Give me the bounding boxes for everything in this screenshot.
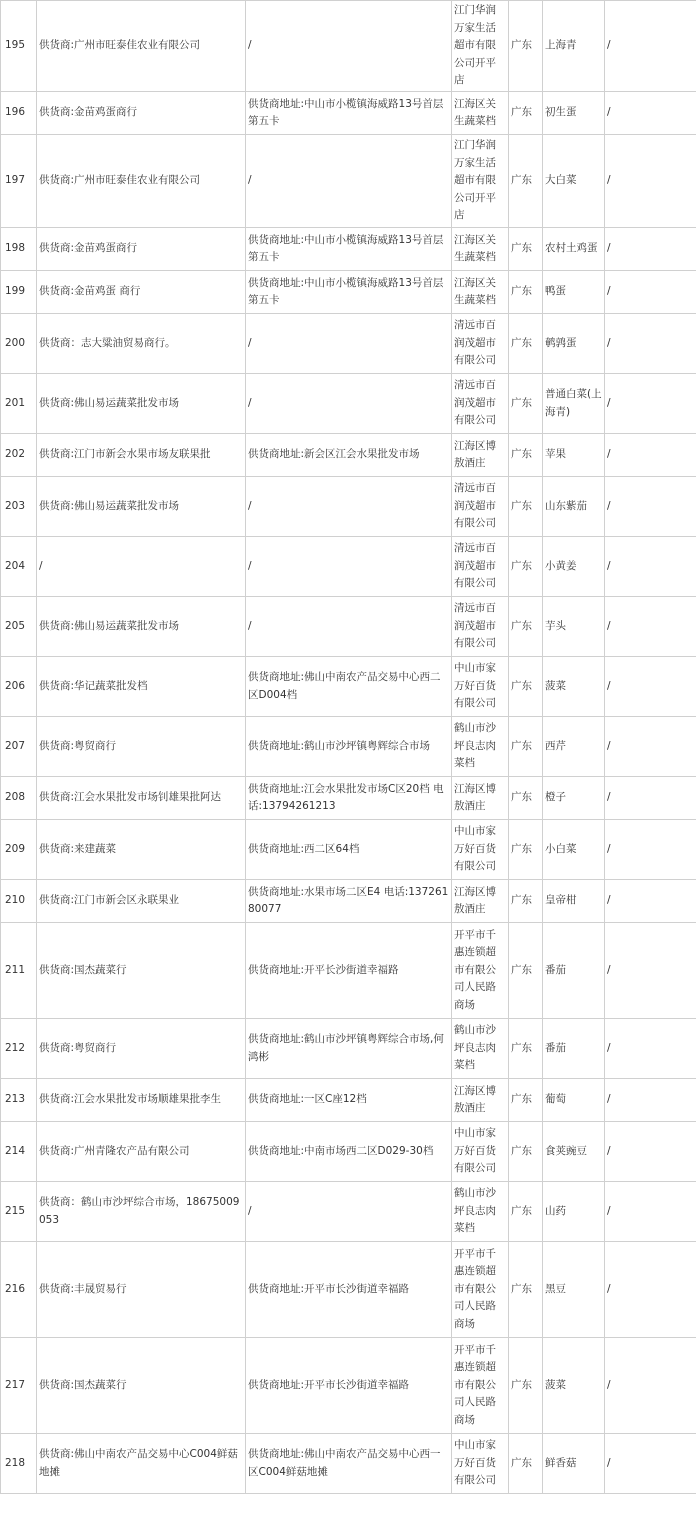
remark-cell: / (605, 1434, 696, 1494)
sampled-store-cell: 清远市百润茂超市有限公司 (452, 314, 509, 374)
sampled-store-cell: 清远市百润茂超市有限公司 (452, 537, 509, 597)
table-row (1, 374, 696, 434)
table-row (1, 597, 696, 657)
row-number-cell: 198 (1, 228, 37, 271)
row-number-cell: 214 (1, 1122, 37, 1182)
sampled-store-cell: 鹤山市沙坪良志肉菜档 (452, 1019, 509, 1079)
remark-cell: / (605, 820, 696, 880)
row-number-cell: 206 (1, 657, 37, 717)
remark-cell: / (605, 1182, 696, 1242)
supplier-name-cell: 供货商：志大粱油贸易商行。 (37, 314, 246, 374)
supplier-name-cell: 供货商:国杰蔬菜行 (37, 923, 246, 1019)
province-cell: 广东 (509, 1019, 543, 1079)
province-cell: 广东 (509, 1434, 543, 1494)
row-number-cell: 217 (1, 1338, 37, 1434)
sampled-store-cell: 中山市家万好百货有限公司 (452, 1434, 509, 1494)
supplier-address-cell: / (246, 537, 452, 597)
province-cell: 广东 (509, 228, 543, 271)
product-name-cell: 芋头 (543, 597, 605, 657)
product-name-cell: 西芹 (543, 717, 605, 777)
remark-cell: / (605, 880, 696, 923)
sampled-store-cell: 鹤山市沙坪良志肉菜档 (452, 717, 509, 777)
remark-cell: / (605, 374, 696, 434)
supplier-address-cell: 供货商地址:鹤山市沙坪镇粤辉综合市场 (246, 717, 452, 777)
sampled-store-cell: 清远市百润茂超市有限公司 (452, 597, 509, 657)
supplier-name-cell: 供货商:佛山易运蔬菜批发市场 (37, 477, 246, 537)
remark-cell: / (605, 537, 696, 597)
supplier-name-cell: 供货商：鹤山市沙坪综合市场，18675009053 (37, 1182, 246, 1242)
product-name-cell: 鸭蛋 (543, 271, 605, 314)
product-name-cell: 番茄 (543, 923, 605, 1019)
remark-cell: / (605, 271, 696, 314)
remark-cell: / (605, 597, 696, 657)
province-cell: 广东 (509, 923, 543, 1019)
supplier-address-cell: 供货商地址:开平市长沙街道幸福路 (246, 1242, 452, 1338)
supplier-address-cell: 供货商地址:新会区江会水果批发市场 (246, 434, 452, 477)
remark-cell: / (605, 434, 696, 477)
product-name-cell: 大白菜 (543, 135, 605, 228)
row-number-cell: 195 (1, 1, 37, 92)
table-row (1, 1338, 696, 1434)
row-number-cell: 197 (1, 135, 37, 228)
supplier-address-cell: 供货商地址:佛山中南农产品交易中心西二区D004档 (246, 657, 452, 717)
supplier-name-cell: 供货商:来建蔬菜 (37, 820, 246, 880)
supplier-address-cell: 供货商地址:中南市场西二区D029-30档 (246, 1122, 452, 1182)
supplier-name-cell: / (37, 537, 246, 597)
product-name-cell: 上海青 (543, 1, 605, 92)
product-name-cell: 苹果 (543, 434, 605, 477)
province-cell: 广东 (509, 434, 543, 477)
sampled-store-cell: 江门华润万家生活超市有限公司开平店 (452, 135, 509, 228)
supplier-name-cell: 供货商:粤贸商行 (37, 1019, 246, 1079)
province-cell: 广东 (509, 1242, 543, 1338)
sampled-store-cell: 江海区博敖酒庄 (452, 880, 509, 923)
supplier-address-cell: / (246, 1182, 452, 1242)
sampled-store-cell: 开平市千惠连锁超市有限公司人民路商场 (452, 923, 509, 1019)
row-number-cell: 205 (1, 597, 37, 657)
row-number-cell: 207 (1, 717, 37, 777)
sampled-store-cell: 江海区博敖酒庄 (452, 1079, 509, 1122)
remark-cell: / (605, 1242, 696, 1338)
supplier-address-cell: 供货商地址:水果市场二区E4 电话:13726180077 (246, 880, 452, 923)
product-name-cell: 初生蛋 (543, 92, 605, 135)
table-row (1, 820, 696, 880)
product-name-cell: 皇帝柑 (543, 880, 605, 923)
supplier-name-cell: 供货商:华记蔬菜批发档 (37, 657, 246, 717)
row-number-cell: 203 (1, 477, 37, 537)
sampled-store-cell: 中山市家万好百货有限公司 (452, 657, 509, 717)
table-row (1, 1242, 696, 1338)
sampled-store-cell: 开平市千惠连锁超市有限公司人民路商场 (452, 1242, 509, 1338)
product-name-cell: 橙子 (543, 777, 605, 820)
supplier-name-cell: 供货商:国杰蔬菜行 (37, 1338, 246, 1434)
row-number-cell: 215 (1, 1182, 37, 1242)
remark-cell: / (605, 1122, 696, 1182)
province-cell: 广东 (509, 820, 543, 880)
remark-cell: / (605, 135, 696, 228)
supplier-address-cell: 供货商地址:中山市小榄镇海威路13号首层第五卡 (246, 271, 452, 314)
sampled-store-cell: 江门华润万家生活超市有限公司开平店 (452, 1, 509, 92)
sampled-store-cell: 江海区关生蔬菜档 (452, 271, 509, 314)
table-row (1, 1079, 696, 1122)
row-number-cell: 210 (1, 880, 37, 923)
product-name-cell: 葡萄 (543, 1079, 605, 1122)
province-cell: 广东 (509, 597, 543, 657)
supplier-address-cell: / (246, 597, 452, 657)
supplier-name-cell: 供货商:佛山易运蔬菜批发市场 (37, 597, 246, 657)
supplier-address-cell: 供货商地址:中山市小榄镇海威路13号首层第五卡 (246, 228, 452, 271)
table-row (1, 777, 696, 820)
supplier-name-cell: 供货商:江门市新会水果市场友联果批 (37, 434, 246, 477)
table-row (1, 477, 696, 537)
table-row (1, 923, 696, 1019)
table-row (1, 1122, 696, 1182)
table-row (1, 1, 696, 92)
remark-cell: / (605, 717, 696, 777)
row-number-cell: 204 (1, 537, 37, 597)
province-cell: 广东 (509, 1338, 543, 1434)
product-name-cell: 普通白菜(上海青) (543, 374, 605, 434)
row-number-cell: 208 (1, 777, 37, 820)
product-name-cell: 菠菜 (543, 657, 605, 717)
supplier-name-cell: 供货商:广州青隆农产品有限公司 (37, 1122, 246, 1182)
remark-cell: / (605, 92, 696, 135)
supplier-name-cell: 供货商:佛山中南农产品交易中心C004鲜菇地摊 (37, 1434, 246, 1494)
sampled-store-cell: 鹤山市沙坪良志肉菜档 (452, 1182, 509, 1242)
table-row (1, 880, 696, 923)
row-number-cell: 199 (1, 271, 37, 314)
supplier-address-cell: 供货商地址:开平长沙街道幸福路 (246, 923, 452, 1019)
sampled-store-cell: 清远市百润茂超市有限公司 (452, 374, 509, 434)
province-cell: 广东 (509, 777, 543, 820)
supplier-address-cell: 供货商地址:江会水果批发市场C区20档 电话:13794261213 (246, 777, 452, 820)
province-cell: 广东 (509, 717, 543, 777)
sampled-store-cell: 中山市家万好百货有限公司 (452, 1122, 509, 1182)
supplier-name-cell: 供货商:金苗鸡蛋商行 (37, 228, 246, 271)
table-row (1, 1182, 696, 1242)
province-cell: 广东 (509, 135, 543, 228)
row-number-cell: 212 (1, 1019, 37, 1079)
table-row (1, 135, 696, 228)
table-body (1, 1, 696, 1494)
remark-cell: / (605, 657, 696, 717)
product-name-cell: 小黄姜 (543, 537, 605, 597)
supplier-address-cell: / (246, 1, 452, 92)
supplier-address-cell: / (246, 477, 452, 537)
row-number-cell: 218 (1, 1434, 37, 1494)
province-cell: 广东 (509, 657, 543, 717)
remark-cell: / (605, 923, 696, 1019)
table-row (1, 92, 696, 135)
table-row (1, 271, 696, 314)
row-number-cell: 201 (1, 374, 37, 434)
supplier-name-cell: 供货商:广州市旺泰佳农业有限公司 (37, 1, 246, 92)
sampled-store-cell: 江海区博敖酒庄 (452, 434, 509, 477)
product-name-cell: 番茄 (543, 1019, 605, 1079)
province-cell: 广东 (509, 537, 543, 597)
supplier-address-cell: 供货商地址:中山市小榄镇海威路13号首层第五卡 (246, 92, 452, 135)
supplier-address-cell: / (246, 135, 452, 228)
row-number-cell: 200 (1, 314, 37, 374)
supplier-name-cell: 供货商:江会水果批发市场顺雄果批李生 (37, 1079, 246, 1122)
remark-cell: / (605, 777, 696, 820)
remark-cell: / (605, 228, 696, 271)
supplier-name-cell: 供货商:丰晟贸易行 (37, 1242, 246, 1338)
sampled-store-cell: 江海区关生蔬菜档 (452, 228, 509, 271)
supplier-name-cell: 供货商:佛山易运蔬菜批发市场 (37, 374, 246, 434)
table-row (1, 1434, 696, 1494)
supplier-address-cell: / (246, 314, 452, 374)
table-row (1, 314, 696, 374)
supplier-name-cell: 供货商:广州市旺泰佳农业有限公司 (37, 135, 246, 228)
province-cell: 广东 (509, 314, 543, 374)
province-cell: 广东 (509, 880, 543, 923)
supplier-address-cell: 供货商地址:佛山中南农产品交易中心西一区C004鲜菇地摊 (246, 1434, 452, 1494)
product-name-cell: 鲜香菇 (543, 1434, 605, 1494)
row-number-cell: 211 (1, 923, 37, 1019)
sampled-store-cell: 江海区关生蔬菜档 (452, 92, 509, 135)
remark-cell: / (605, 1079, 696, 1122)
supplier-address-cell: 供货商地址:鹤山市沙坪镇粤辉综合市场,何鸿彬 (246, 1019, 452, 1079)
supplier-name-cell: 供货商:江门市新会区永联果业 (37, 880, 246, 923)
supplier-name-cell: 供货商:金苗鸡蛋商行 (37, 92, 246, 135)
province-cell: 广东 (509, 1122, 543, 1182)
sampled-store-cell: 开平市千惠连锁超市有限公司人民路商场 (452, 1338, 509, 1434)
province-cell: 广东 (509, 92, 543, 135)
row-number-cell: 202 (1, 434, 37, 477)
table-row (1, 657, 696, 717)
remark-cell: / (605, 477, 696, 537)
supplier-address-cell: / (246, 374, 452, 434)
table-row (1, 228, 696, 271)
product-name-cell: 鹌鹑蛋 (543, 314, 605, 374)
product-name-cell: 山东紫茄 (543, 477, 605, 537)
row-number-cell: 213 (1, 1079, 37, 1122)
table-row (1, 717, 696, 777)
product-name-cell: 食荚豌豆 (543, 1122, 605, 1182)
remark-cell: / (605, 1019, 696, 1079)
sampled-store-cell: 清远市百润茂超市有限公司 (452, 477, 509, 537)
remark-cell: / (605, 1338, 696, 1434)
sampled-store-cell: 中山市家万好百货有限公司 (452, 820, 509, 880)
province-cell: 广东 (509, 1, 543, 92)
table-row (1, 434, 696, 477)
table-row (1, 1019, 696, 1079)
row-number-cell: 196 (1, 92, 37, 135)
row-number-cell: 216 (1, 1242, 37, 1338)
product-name-cell: 小白菜 (543, 820, 605, 880)
remark-cell: / (605, 1, 696, 92)
province-cell: 广东 (509, 1182, 543, 1242)
product-name-cell: 农村土鸡蛋 (543, 228, 605, 271)
sampled-store-cell: 江海区博敖酒庄 (452, 777, 509, 820)
supplier-address-cell: 供货商地址:一区C座12档 (246, 1079, 452, 1122)
product-name-cell: 山药 (543, 1182, 605, 1242)
province-cell: 广东 (509, 477, 543, 537)
supplier-name-cell: 供货商:粤贸商行 (37, 717, 246, 777)
supplier-name-cell: 供货商:江会水果批发市场钊雄果批阿达 (37, 777, 246, 820)
province-cell: 广东 (509, 374, 543, 434)
supplier-name-cell: 供货商:金苗鸡蛋 商行 (37, 271, 246, 314)
product-name-cell: 菠菜 (543, 1338, 605, 1434)
supplier-address-cell: 供货商地址:开平市长沙街道幸福路 (246, 1338, 452, 1434)
product-name-cell: 黑豆 (543, 1242, 605, 1338)
remark-cell: / (605, 314, 696, 374)
province-cell: 广东 (509, 1079, 543, 1122)
row-number-cell: 209 (1, 820, 37, 880)
province-cell: 广东 (509, 271, 543, 314)
supplier-address-cell: 供货商地址:西二区64档 (246, 820, 452, 880)
table-row (1, 537, 696, 597)
